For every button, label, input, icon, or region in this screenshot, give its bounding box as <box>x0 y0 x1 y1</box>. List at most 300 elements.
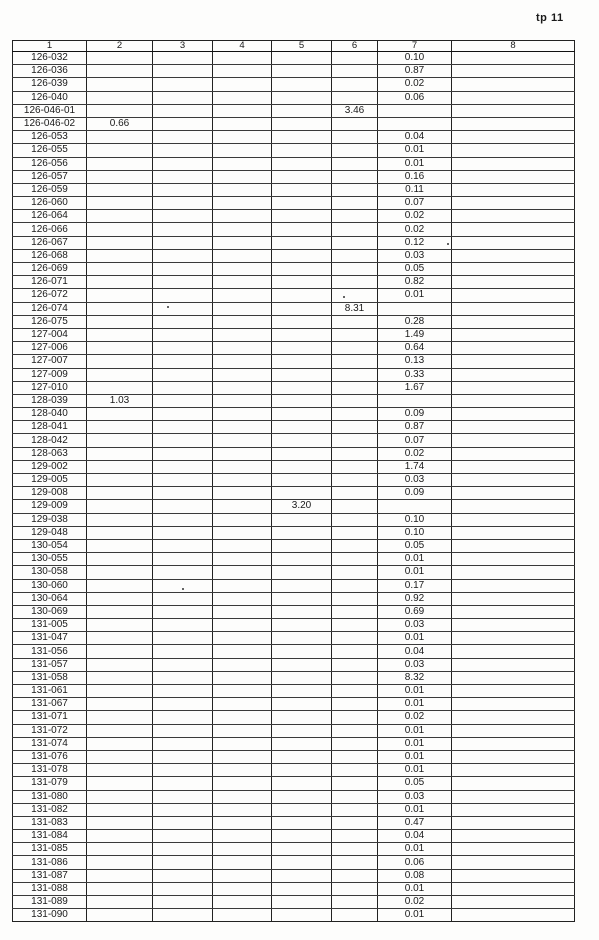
table-row <box>13 685 575 698</box>
value-cell-col-8 <box>452 592 575 605</box>
value-cell-col-3 <box>153 210 213 223</box>
value-cell-col-5 <box>272 830 332 843</box>
scan-speck <box>182 588 184 590</box>
value-cell-col-7: 0.11 <box>378 183 452 196</box>
value-cell-col-8 <box>452 487 575 500</box>
value-cell-col-2 <box>87 737 153 750</box>
value-cell-col-8 <box>452 394 575 407</box>
value-cell-col-4 <box>213 197 272 210</box>
table-row <box>13 355 575 368</box>
table-row <box>13 909 575 922</box>
value-cell-col-8 <box>452 223 575 236</box>
table-row <box>13 605 575 618</box>
value-cell-col-7: 0.04 <box>378 830 452 843</box>
value-cell-col-5 <box>272 447 332 460</box>
value-cell-col-3 <box>153 698 213 711</box>
table-row <box>13 263 575 276</box>
value-cell-col-4 <box>213 592 272 605</box>
value-cell-col-6 <box>332 249 378 262</box>
value-cell-col-6 <box>332 434 378 447</box>
value-cell-col-4 <box>213 909 272 922</box>
value-cell-col-4 <box>213 131 272 144</box>
value-cell-col-2: 0.66 <box>87 117 153 130</box>
table-row <box>13 210 575 223</box>
table-row <box>13 843 575 856</box>
table-row <box>13 131 575 144</box>
value-cell-col-7: 0.07 <box>378 197 452 210</box>
value-cell-col-7: 0.01 <box>378 764 452 777</box>
value-cell-col-5 <box>272 777 332 790</box>
value-cell-col-2 <box>87 421 153 434</box>
value-cell-col-8 <box>452 737 575 750</box>
value-cell-col-6: 3.46 <box>332 104 378 117</box>
value-cell-col-8 <box>452 91 575 104</box>
row-code-cell: 131-084 <box>13 830 87 843</box>
value-cell-col-6 <box>332 803 378 816</box>
value-cell-col-5 <box>272 592 332 605</box>
value-cell-col-2 <box>87 197 153 210</box>
row-code-cell: 126-036 <box>13 65 87 78</box>
value-cell-col-5 <box>272 513 332 526</box>
value-cell-col-2 <box>87 131 153 144</box>
row-code-cell: 127-004 <box>13 328 87 341</box>
value-cell-col-3 <box>153 408 213 421</box>
value-cell-col-7: 0.12 <box>378 236 452 249</box>
table-row <box>13 816 575 829</box>
value-cell-col-7: 0.06 <box>378 856 452 869</box>
value-cell-col-7: 0.01 <box>378 144 452 157</box>
value-cell-col-5 <box>272 856 332 869</box>
value-cell-col-6 <box>332 790 378 803</box>
row-code-cell: 129-009 <box>13 500 87 513</box>
value-cell-col-3 <box>153 500 213 513</box>
value-cell-col-5: 3.20 <box>272 500 332 513</box>
value-cell-col-6 <box>332 144 378 157</box>
value-cell-col-3 <box>153 790 213 803</box>
value-cell-col-2 <box>87 91 153 104</box>
value-cell-col-3 <box>153 539 213 552</box>
value-cell-col-6 <box>332 328 378 341</box>
value-cell-col-8 <box>452 460 575 473</box>
table-row <box>13 658 575 671</box>
table-row <box>13 566 575 579</box>
row-code-cell: 126-055 <box>13 144 87 157</box>
table-row <box>13 882 575 895</box>
value-cell-col-3 <box>153 737 213 750</box>
value-cell-col-5 <box>272 394 332 407</box>
value-cell-col-6 <box>332 65 378 78</box>
value-cell-col-3 <box>153 632 213 645</box>
row-code-cell: 129-002 <box>13 460 87 473</box>
value-cell-col-6 <box>332 539 378 552</box>
row-code-cell: 131-083 <box>13 816 87 829</box>
table-row <box>13 619 575 632</box>
table-row <box>13 157 575 170</box>
value-cell-col-3 <box>153 619 213 632</box>
row-code-cell: 126-074 <box>13 302 87 315</box>
row-code-cell: 126-075 <box>13 315 87 328</box>
value-cell-col-2 <box>87 408 153 421</box>
value-cell-col-6 <box>332 197 378 210</box>
value-cell-col-2 <box>87 553 153 566</box>
row-code-cell: 131-005 <box>13 619 87 632</box>
value-cell-col-4 <box>213 750 272 763</box>
value-cell-col-2 <box>87 447 153 460</box>
table-row <box>13 711 575 724</box>
value-cell-col-6 <box>332 263 378 276</box>
value-cell-col-8 <box>452 210 575 223</box>
value-cell-col-3 <box>153 896 213 909</box>
value-cell-col-4 <box>213 605 272 618</box>
value-cell-col-7 <box>378 500 452 513</box>
value-cell-col-6 <box>332 553 378 566</box>
row-code-cell: 128-063 <box>13 447 87 460</box>
row-code-cell: 129-048 <box>13 526 87 539</box>
value-cell-col-3 <box>153 355 213 368</box>
table-row <box>13 764 575 777</box>
value-cell-col-2 <box>87 104 153 117</box>
value-cell-col-2 <box>87 882 153 895</box>
row-code-cell: 126-060 <box>13 197 87 210</box>
value-cell-col-7: 0.13 <box>378 355 452 368</box>
value-cell-col-6 <box>332 750 378 763</box>
value-cell-col-4 <box>213 368 272 381</box>
table-row <box>13 777 575 790</box>
value-cell-col-4 <box>213 210 272 223</box>
table-row <box>13 539 575 552</box>
table-row <box>13 236 575 249</box>
value-cell-col-4 <box>213 487 272 500</box>
value-cell-col-6 <box>332 671 378 684</box>
value-cell-col-8 <box>452 144 575 157</box>
value-cell-col-3 <box>153 579 213 592</box>
value-cell-col-6 <box>332 117 378 130</box>
value-cell-col-2 <box>87 896 153 909</box>
value-cell-col-7: 0.87 <box>378 421 452 434</box>
value-cell-col-5 <box>272 276 332 289</box>
table-row <box>13 526 575 539</box>
table-row <box>13 500 575 513</box>
value-cell-col-2 <box>87 539 153 552</box>
value-cell-col-8 <box>452 276 575 289</box>
value-cell-col-4 <box>213 856 272 869</box>
table-row <box>13 434 575 447</box>
value-cell-col-4 <box>213 869 272 882</box>
value-cell-col-3 <box>153 843 213 856</box>
row-code-cell: 126-056 <box>13 157 87 170</box>
value-cell-col-3 <box>153 513 213 526</box>
table-row <box>13 408 575 421</box>
value-cell-col-4 <box>213 566 272 579</box>
table-row <box>13 276 575 289</box>
value-cell-col-6 <box>332 421 378 434</box>
row-code-cell: 129-005 <box>13 474 87 487</box>
value-cell-col-2 <box>87 777 153 790</box>
value-cell-col-5 <box>272 553 332 566</box>
value-cell-col-6 <box>332 816 378 829</box>
value-cell-col-5 <box>272 632 332 645</box>
value-cell-col-5 <box>272 91 332 104</box>
value-cell-col-7: 0.47 <box>378 816 452 829</box>
table-row <box>13 579 575 592</box>
value-cell-col-4 <box>213 896 272 909</box>
value-cell-col-8 <box>452 52 575 65</box>
value-cell-col-4 <box>213 355 272 368</box>
value-cell-col-6 <box>332 605 378 618</box>
value-cell-col-6 <box>332 513 378 526</box>
value-cell-col-2 <box>87 170 153 183</box>
value-cell-col-8 <box>452 711 575 724</box>
header-row <box>13 41 575 52</box>
value-cell-col-3 <box>153 434 213 447</box>
row-code-cell: 130-055 <box>13 553 87 566</box>
value-cell-col-2 <box>87 302 153 315</box>
value-cell-col-6 <box>332 830 378 843</box>
value-cell-col-2 <box>87 289 153 302</box>
row-code-cell: 131-074 <box>13 737 87 750</box>
row-code-cell: 131-047 <box>13 632 87 645</box>
value-cell-col-4 <box>213 263 272 276</box>
value-cell-col-6 <box>332 289 378 302</box>
value-cell-col-4 <box>213 394 272 407</box>
value-cell-col-6 <box>332 856 378 869</box>
row-code-cell: 131-088 <box>13 882 87 895</box>
value-cell-col-3 <box>153 447 213 460</box>
row-code-cell: 126-057 <box>13 170 87 183</box>
value-cell-col-5 <box>272 421 332 434</box>
table-row <box>13 78 575 91</box>
value-cell-col-5 <box>272 78 332 91</box>
row-code-cell: 131-089 <box>13 896 87 909</box>
row-code-cell: 131-058 <box>13 671 87 684</box>
row-code-cell: 129-008 <box>13 487 87 500</box>
value-cell-col-2 <box>87 157 153 170</box>
value-cell-col-2 <box>87 605 153 618</box>
value-cell-col-2 <box>87 183 153 196</box>
value-cell-col-2 <box>87 724 153 737</box>
value-cell-col-8 <box>452 605 575 618</box>
value-cell-col-4 <box>213 52 272 65</box>
value-cell-col-5 <box>272 882 332 895</box>
value-cell-col-7: 0.07 <box>378 434 452 447</box>
value-cell-col-2 <box>87 816 153 829</box>
value-cell-col-7: 0.04 <box>378 131 452 144</box>
value-cell-col-5 <box>272 117 332 130</box>
value-cell-col-7: 0.01 <box>378 632 452 645</box>
table-row <box>13 197 575 210</box>
value-cell-col-3 <box>153 856 213 869</box>
value-cell-col-8 <box>452 500 575 513</box>
value-cell-col-6 <box>332 408 378 421</box>
value-cell-col-4 <box>213 526 272 539</box>
value-cell-col-2 <box>87 500 153 513</box>
value-cell-col-2 <box>87 474 153 487</box>
value-cell-col-4 <box>213 724 272 737</box>
row-code-cell: 128-041 <box>13 421 87 434</box>
value-cell-col-6 <box>332 276 378 289</box>
value-cell-col-2 <box>87 249 153 262</box>
value-cell-col-8 <box>452 78 575 91</box>
value-cell-col-8 <box>452 658 575 671</box>
value-cell-col-7: 0.01 <box>378 553 452 566</box>
value-cell-col-3 <box>153 144 213 157</box>
value-cell-col-5 <box>272 645 332 658</box>
value-cell-col-3 <box>153 526 213 539</box>
value-cell-col-3 <box>153 131 213 144</box>
value-cell-col-3 <box>153 711 213 724</box>
value-cell-col-8 <box>452 816 575 829</box>
value-cell-col-6 <box>332 487 378 500</box>
value-cell-col-7 <box>378 117 452 130</box>
value-cell-col-6 <box>332 579 378 592</box>
value-cell-col-4 <box>213 790 272 803</box>
table-row <box>13 750 575 763</box>
table-row <box>13 645 575 658</box>
value-cell-col-4 <box>213 685 272 698</box>
value-cell-col-8 <box>452 65 575 78</box>
value-cell-col-6 <box>332 355 378 368</box>
value-cell-col-2 <box>87 315 153 328</box>
value-cell-col-3 <box>153 368 213 381</box>
value-cell-col-5 <box>272 843 332 856</box>
value-cell-col-2 <box>87 381 153 394</box>
value-cell-col-3 <box>153 183 213 196</box>
value-cell-col-7: 0.02 <box>378 447 452 460</box>
value-cell-col-7: 0.87 <box>378 65 452 78</box>
table-row <box>13 183 575 196</box>
value-cell-col-5 <box>272 197 332 210</box>
value-cell-col-2 <box>87 790 153 803</box>
row-code-cell: 131-086 <box>13 856 87 869</box>
value-cell-col-6 <box>332 724 378 737</box>
row-code-cell: 127-010 <box>13 381 87 394</box>
table-row <box>13 869 575 882</box>
value-cell-col-3 <box>153 566 213 579</box>
value-cell-col-7 <box>378 302 452 315</box>
value-cell-col-8 <box>452 197 575 210</box>
row-code-cell: 126-059 <box>13 183 87 196</box>
value-cell-col-4 <box>213 421 272 434</box>
value-cell-col-2 <box>87 658 153 671</box>
table-row <box>13 394 575 407</box>
value-cell-col-5 <box>272 803 332 816</box>
value-cell-col-6 <box>332 658 378 671</box>
table-row <box>13 671 575 684</box>
value-cell-col-7: 0.01 <box>378 289 452 302</box>
value-cell-col-5 <box>272 368 332 381</box>
value-cell-col-5 <box>272 539 332 552</box>
table-row <box>13 421 575 434</box>
value-cell-col-3 <box>153 381 213 394</box>
value-cell-col-8 <box>452 671 575 684</box>
value-cell-col-3 <box>153 52 213 65</box>
value-cell-col-4 <box>213 671 272 684</box>
row-code-cell: 130-058 <box>13 566 87 579</box>
row-code-cell: 130-064 <box>13 592 87 605</box>
table-row <box>13 381 575 394</box>
value-cell-col-6 <box>332 223 378 236</box>
value-cell-col-4 <box>213 645 272 658</box>
value-cell-col-8 <box>452 830 575 843</box>
value-cell-col-6 <box>332 315 378 328</box>
value-cell-col-4 <box>213 460 272 473</box>
value-cell-col-5 <box>272 790 332 803</box>
value-cell-col-4 <box>213 698 272 711</box>
value-cell-col-8 <box>452 157 575 170</box>
row-code-cell: 131-078 <box>13 764 87 777</box>
value-cell-col-3 <box>153 289 213 302</box>
column-header-8: 8 <box>452 41 575 52</box>
value-cell-col-6 <box>332 368 378 381</box>
value-cell-col-8 <box>452 263 575 276</box>
value-cell-col-4 <box>213 117 272 130</box>
row-code-cell: 131-056 <box>13 645 87 658</box>
table-row <box>13 474 575 487</box>
value-cell-col-6 <box>332 869 378 882</box>
value-cell-col-5 <box>272 605 332 618</box>
table-row <box>13 830 575 843</box>
value-cell-col-4 <box>213 315 272 328</box>
value-cell-col-7: 0.05 <box>378 777 452 790</box>
value-cell-col-7: 0.08 <box>378 869 452 882</box>
value-cell-col-3 <box>153 750 213 763</box>
table-row <box>13 447 575 460</box>
value-cell-col-8 <box>452 408 575 421</box>
value-cell-col-6 <box>332 52 378 65</box>
value-cell-col-8 <box>452 750 575 763</box>
value-cell-col-5 <box>272 315 332 328</box>
value-cell-col-2 <box>87 856 153 869</box>
value-cell-col-2 <box>87 711 153 724</box>
value-cell-col-8 <box>452 843 575 856</box>
value-cell-col-3 <box>153 342 213 355</box>
value-cell-col-3 <box>153 777 213 790</box>
row-code-cell: 126-046-02 <box>13 117 87 130</box>
value-cell-col-8 <box>452 170 575 183</box>
value-cell-col-2 <box>87 579 153 592</box>
table-row <box>13 856 575 869</box>
value-cell-col-3 <box>153 909 213 922</box>
value-cell-col-3 <box>153 276 213 289</box>
value-cell-col-2 <box>87 52 153 65</box>
value-cell-col-6 <box>332 474 378 487</box>
row-code-cell: 129-038 <box>13 513 87 526</box>
value-cell-col-6 <box>332 526 378 539</box>
value-cell-col-6 <box>332 394 378 407</box>
value-cell-col-4 <box>213 104 272 117</box>
value-cell-col-4 <box>213 78 272 91</box>
table-row <box>13 249 575 262</box>
value-cell-col-7: 0.01 <box>378 803 452 816</box>
value-cell-col-8 <box>452 698 575 711</box>
value-cell-col-5 <box>272 52 332 65</box>
value-cell-col-4 <box>213 711 272 724</box>
value-cell-col-4 <box>213 223 272 236</box>
row-code-cell: 131-071 <box>13 711 87 724</box>
value-cell-col-7: 0.03 <box>378 658 452 671</box>
value-cell-col-2 <box>87 909 153 922</box>
value-cell-col-7 <box>378 104 452 117</box>
value-cell-col-4 <box>213 553 272 566</box>
value-cell-col-3 <box>153 487 213 500</box>
value-cell-col-8 <box>452 553 575 566</box>
value-cell-col-6 <box>332 236 378 249</box>
value-cell-col-5 <box>272 65 332 78</box>
row-code-cell: 126-068 <box>13 249 87 262</box>
value-cell-col-8 <box>452 619 575 632</box>
scan-speck <box>343 296 345 298</box>
column-header-1: 1 <box>13 41 87 52</box>
